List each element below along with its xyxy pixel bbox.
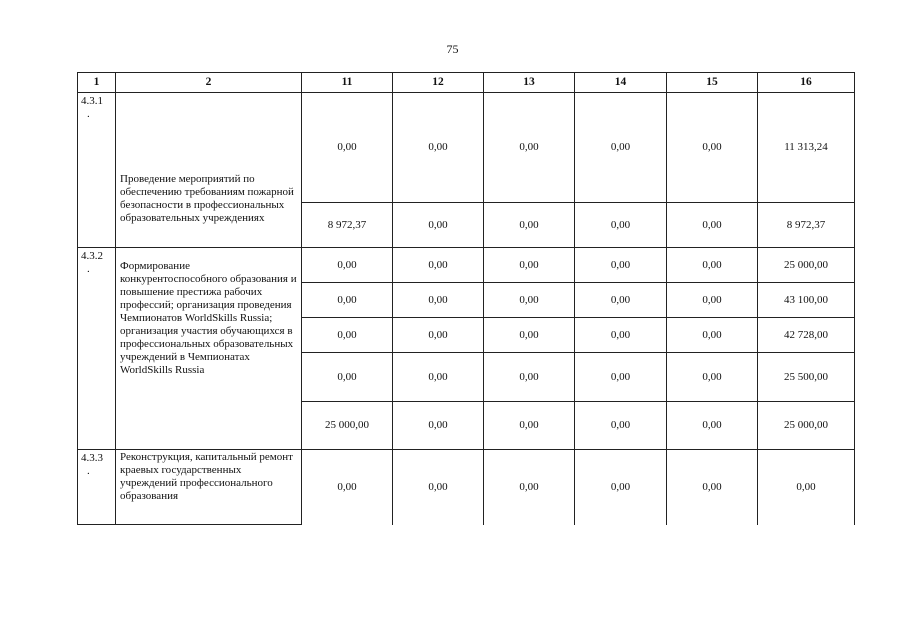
cell-16: 11 313,24 (758, 93, 855, 203)
cell-14: 0,00 (575, 203, 667, 248)
cell-13: 0,00 (484, 93, 575, 203)
row-name-text: Проведение мероприятий по обеспечению требованиям пожарной безопасности в профессиональных образовательных учреждениях (120, 173, 294, 224)
cell-15: 0,00 (667, 283, 758, 318)
cell-16: 25 000,00 (758, 402, 855, 450)
cell-12: 0,00 (393, 402, 484, 450)
row-code-text: 4.3.3 (81, 452, 103, 464)
cell-13: 0,00 (484, 318, 575, 353)
cell-15: 0,00 (667, 203, 758, 248)
row-name (116, 248, 302, 450)
cell-15: 0,00 (667, 318, 758, 353)
cell-14: 0,00 (575, 450, 667, 525)
cell-13: 0,00 (484, 203, 575, 248)
header-col-11: 11 (302, 73, 393, 93)
cell-13: 0,00 (484, 402, 575, 450)
cell-16: 25 500,00 (758, 353, 855, 402)
cell-12: 0,00 (393, 93, 484, 203)
row-code-suffix: . (87, 108, 90, 120)
header-col-2: 2 (116, 73, 302, 93)
cell-13: 0,00 (484, 283, 575, 318)
cell-12: 0,00 (393, 318, 484, 353)
cell-16: 25 000,00 (758, 248, 855, 283)
cell-16: 0,00 (758, 450, 855, 525)
cell-16: 8 972,37 (758, 203, 855, 248)
header-row (78, 73, 855, 93)
cell-13: 0,00 (484, 450, 575, 525)
page-number: 75 (446, 42, 459, 56)
cell-11: 0,00 (302, 318, 393, 353)
cell-12: 0,00 (393, 203, 484, 248)
header-col-14: 14 (575, 73, 667, 93)
cell-15: 0,00 (667, 248, 758, 283)
cell-12: 0,00 (393, 283, 484, 318)
header-col-16: 16 (758, 73, 855, 93)
cell-11: 0,00 (302, 353, 393, 402)
row-code-suffix: . (87, 263, 90, 275)
budget-table (77, 72, 855, 525)
table-row (78, 450, 855, 525)
cell-16: 42 728,00 (758, 318, 855, 353)
cell-11: 0,00 (302, 283, 393, 318)
cell-12: 0,00 (393, 353, 484, 402)
cell-11: 8 972,37 (302, 203, 393, 248)
cell-14: 0,00 (575, 283, 667, 318)
cell-12: 0,00 (393, 450, 484, 525)
row-code-text: 4.3.2 (81, 250, 103, 262)
cell-13: 0,00 (484, 353, 575, 402)
header-col-15: 15 (667, 73, 758, 93)
row-code-suffix: . (87, 465, 90, 477)
row-name-text: Формирование конкурентоспособного образования и повышение престижа рабочих профессий; организация проведения Чемпионатов WorldSkills Russia; организация участия обучающихся в профессиональных образовательных учреждений в Чемпионатах WorldSkills Russia (120, 260, 297, 376)
cell-15: 0,00 (667, 402, 758, 450)
cell-14: 0,00 (575, 248, 667, 283)
row-code (78, 93, 116, 248)
cell-14: 0,00 (575, 353, 667, 402)
cell-11: 0,00 (302, 248, 393, 283)
cell-11: 25 000,00 (302, 402, 393, 450)
row-name-text: Реконструкция, капитальный ремонт краевых государственных учреждений профессионального образования (120, 451, 293, 502)
cell-11: 0,00 (302, 450, 393, 525)
cell-11: 0,00 (302, 93, 393, 203)
row-code (78, 248, 116, 450)
cell-14: 0,00 (575, 93, 667, 203)
cell-13: 0,00 (484, 248, 575, 283)
header-col-1: 1 (78, 73, 116, 93)
cell-12: 0,00 (393, 248, 484, 283)
header-col-13: 13 (484, 73, 575, 93)
table-row (78, 93, 855, 203)
cell-15: 0,00 (667, 450, 758, 525)
header-col-12: 12 (393, 73, 484, 93)
row-name (116, 450, 302, 525)
cell-16: 43 100,00 (758, 283, 855, 318)
cell-15: 0,00 (667, 93, 758, 203)
cell-14: 0,00 (575, 402, 667, 450)
row-code-text: 4.3.1 (81, 95, 103, 107)
table-row (78, 248, 855, 283)
cell-14: 0,00 (575, 318, 667, 353)
row-code (78, 450, 116, 525)
cell-15: 0,00 (667, 353, 758, 402)
row-name (116, 93, 302, 248)
